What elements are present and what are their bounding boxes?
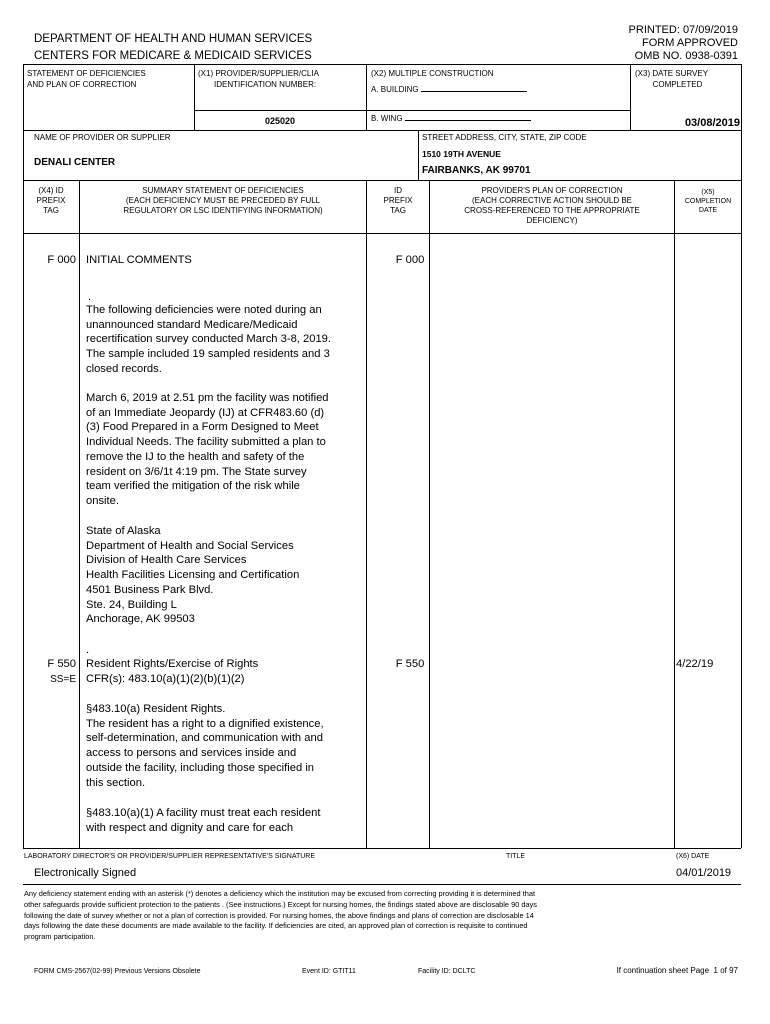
paragraph-5: §483.10(a)(1) A facility must treat each resident with respect and dignity and care for each	[86, 807, 321, 834]
f550-completion-date: 4/22/19	[676, 658, 714, 670]
page-indicator: If continuation sheet Page 1 of 97	[616, 966, 738, 975]
summary-header: SUMMARY STATEMENT OF DEFICIENCIES (EACH DEFICIENCY MUST BE PRECEDED BY FULL REGULATORY OR LSC IDENTIFYING INFORMATION)	[123, 186, 323, 215]
x2-label: (X2) MULTIPLE CONSTRUCTION	[371, 69, 494, 78]
top-rule	[23, 64, 741, 65]
id-header: ID PREFIX TAG	[383, 186, 413, 215]
address-line-2: FAIRBANKS, AK 99701	[422, 165, 531, 176]
form-approved: FORM APPROVED	[642, 37, 738, 49]
paragraph-3: State of Alaska Department of Health and Social Services Division of Health Care Services Health Facilities Licensing and Certification 4501 Business Park Blvd. Ste. 24, Building L Anchorage, AK 99503	[86, 525, 300, 626]
provider-name: DENALI CENTER	[34, 157, 116, 168]
paragraph-1: The following deficiencies were noted during an unannounced standard Medicare/Medicaid recertification survey conducted March 3-8, 2019. The sample included 19 sampled residents and 3 closed records.	[86, 304, 332, 375]
department-title: DEPARTMENT OF HEALTH AND HUMAN SERVICES	[34, 33, 313, 45]
printed-date: PRINTED: 07/09/2019	[628, 24, 738, 36]
building-label: A. BUILDING	[371, 85, 527, 95]
form-id: FORM CMS-2567(02-99) Previous Versions Obsolete	[34, 968, 201, 975]
facility-id: Facility ID: DCLTC	[418, 968, 476, 975]
f550-tag: F 550	[47, 658, 76, 670]
f000-title: INITIAL COMMENTS	[86, 254, 192, 266]
x1-label: (X1) PROVIDER/SUPPLIER/CLIA	[198, 69, 319, 78]
title-label: TITLE	[506, 853, 526, 860]
signature-label: LABORATORY DIRECTOR'S OR PROVIDER/SUPPLIER REPRESENTATIVE'S SIGNATURE	[24, 853, 316, 860]
signature-value: Electronically Signed	[34, 867, 137, 879]
f550-id: F 550	[395, 658, 425, 670]
omb-number: OMB NO. 0938-0391	[634, 50, 738, 62]
date-label: (X6) DATE	[676, 853, 710, 860]
f000-tag: F 000	[47, 254, 76, 266]
statement-label-2: AND PLAN OF CORRECTION	[27, 80, 137, 89]
provider-id-value: 025020	[264, 116, 296, 126]
x5-header: (X5) COMPLETION DATE	[684, 189, 732, 214]
signature-date: 04/01/2019	[676, 867, 732, 879]
x4-header: (X4) ID PREFIX TAG	[36, 186, 66, 215]
disclaimer: Any deficiency statement ending with an asterisk (*) denotes a deficiency which the institution may be excused from correcting providing it is determined that other safeguards provide sufficient protection to the patients . (See instructions.) Except for nursing homes, the findings stated above are disclosable 90 days following the date of survey whether or not a plan of correction is provided. For nursing homes, the above findings and plans of correction are disclosable 14 days following the date these documents are made available to the facility. If deficiencies are cited, an approved plan of correction is requisite to continued program participation.	[24, 889, 537, 942]
f550-subtag: SS=E	[50, 674, 76, 685]
f550-title: Resident Rights/Exercise of Rights	[86, 658, 259, 670]
f000-id: F 000	[395, 254, 425, 266]
wing-label: B. WING	[371, 114, 531, 124]
survey-date-value: 03/08/2019	[684, 117, 740, 129]
dot-2: .	[86, 644, 90, 656]
x1-label-2: IDENTIFICATION NUMBER:	[214, 80, 317, 89]
x3-label-2: COMPLETED	[652, 80, 703, 89]
statement-label: STATEMENT OF DEFICIENCIES	[27, 69, 146, 78]
provider-name-label: NAME OF PROVIDER OR SUPPLIER	[34, 133, 171, 142]
address-label: STREET ADDRESS, CITY, STATE, ZIP CODE	[422, 133, 587, 142]
dot-1: .	[88, 291, 92, 303]
paragraph-4: §483.10(a) Resident Rights. The resident has a right to a dignified existence, self-determination, and communication with and access to persons and services inside and outside the facility, including those specified in this section.	[86, 703, 324, 789]
address-line-1: 1510 19TH AVENUE	[422, 149, 501, 159]
x3-label: (X3) DATE SURVEY	[635, 69, 709, 78]
plan-header: PROVIDER'S PLAN OF CORRECTION (EACH CORRECTIVE ACTION SHOULD BE CROSS-REFERENCED TO THE APPROPRIATE DEFICIENCY)	[464, 186, 640, 225]
paragraph-2: March 6, 2019 at 2.51 pm the facility was notified of an Immediate Jeopardy (IJ) at CFR483.60 (d) (3) Food Prepared in a Form Designed to Meet Individual Needs. The facility submitted a plan to remove the IJ to the health and safety of the resident on 3/6/1t 4:19 pm. The State survey team verified the mitigation of the risk while onsite.	[86, 392, 329, 507]
agency-title: CENTERS FOR MEDICARE & MEDICAID SERVICES	[34, 50, 312, 62]
event-id: Event ID: GTIT11	[302, 968, 356, 975]
f550-cfr: CFR(s): 483.10(a)(1)(2)(b)(1)(2)	[86, 673, 245, 685]
